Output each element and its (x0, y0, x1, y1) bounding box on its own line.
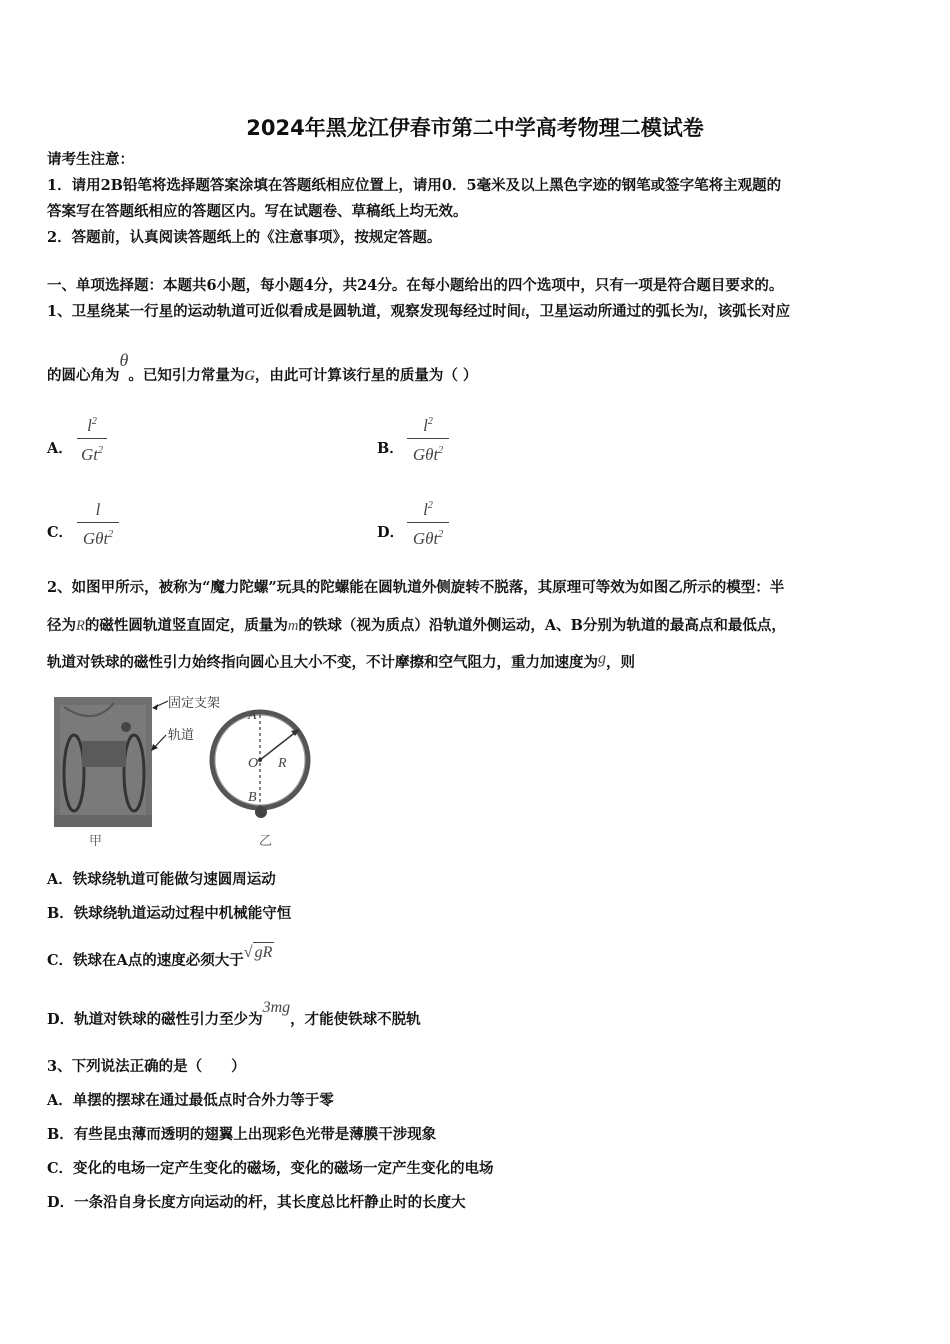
math-R: R (76, 618, 85, 634)
figure-label-jia: 甲 (89, 834, 103, 849)
page-title: 2024年黑龙江伊春市第二中学高考物理二模试卷 (246, 116, 704, 140)
figure-point-o: O (248, 756, 259, 771)
math-g: g (598, 650, 606, 667)
notice-heading: 请考生注意： (47, 151, 134, 168)
iron-ball-icon (254, 804, 268, 818)
q1-option-a-fraction[interactable]: $l^2$ Gt$^2$ (77, 412, 107, 465)
figure-point-a: A (248, 708, 257, 723)
q3-option-b[interactable]: B．有些昆虫薄而透明的翅翼上出现彩色光带是薄膜干涉现象 (47, 1126, 437, 1143)
q1-option-c-label[interactable]: C． (47, 524, 74, 541)
q2-stem-line-2: 径为R的磁性圆轨道竖直固定，质量为m的铁球（视为质点）沿轨道外侧运动，A、B分别为轨道的最高点和最低点， (47, 617, 786, 634)
figure-radius-r: R (278, 756, 287, 771)
q1-stem-line-1: 1、卫星绕某一行星的运动轨道可近似看成是圆轨道，观察发现每经过时间t，卫星运动所通过的弧长为l，该弧长对应 (47, 303, 791, 320)
math-theta: θ (119, 350, 129, 370)
q1-option-c-fraction[interactable]: l Gθt$^2$ (77, 496, 119, 549)
q2-option-d[interactable]: D．轨道对铁球的磁性引力至少为3mg，才能使铁球不脱轨 (47, 999, 421, 1028)
figure-yi-diagram (205, 703, 325, 813)
arrow-track-icon (148, 732, 168, 754)
q2-stem-line-1: 2、如图甲所示，被称为“魔力陀螺”玩具的陀螺能在圆轨道外侧旋转不脱落，其原理可等效为如图乙所示的模型：半 (47, 579, 785, 596)
math-t: t (521, 304, 526, 320)
figure-jia-photo (54, 697, 152, 827)
q2-option-a[interactable]: A．铁球绕轨道可能做匀速圆周运动 (47, 871, 276, 888)
q1-option-b-fraction[interactable]: $l^2$ Gθt$^2$ (407, 412, 449, 465)
figure-point-b: B (248, 790, 257, 805)
math-m: m (287, 618, 299, 634)
q1-option-b-label[interactable]: B． (377, 440, 404, 457)
math-l: l (699, 304, 704, 320)
section-heading: 一、单项选择题：本题共6小题，每小题4分，共24分。在每小题给出的四个选项中，只有一项是符合题目要求的。 (47, 277, 784, 294)
math-3mg: 3mg (262, 999, 291, 1016)
q1-stem-line-2: 的圆心角为θ。已知引力常量为G，由此可计算该行星的质量为（ ） (47, 350, 478, 384)
q2-option-c[interactable]: C．铁球在A点的速度必须大于√ gR (47, 944, 273, 969)
q2-option-b[interactable]: B．铁球绕轨道运动过程中机械能守恒 (47, 905, 292, 922)
notice-item-1-line-2: 答案写在答题纸相应的答题区内。写在试题卷、草稿纸上均无效。 (47, 203, 468, 220)
notice-item-2: 2．答题前，认真阅读答题纸上的《注意事项》，按规定答题。 (47, 229, 442, 246)
figure-label-yi: 乙 (259, 834, 273, 849)
q3-option-c[interactable]: C．变化的电场一定产生变化的磁场，变化的磁场一定产生变化的电场 (47, 1160, 494, 1177)
math-sqrt-gR: √ gR (243, 944, 273, 961)
figure-label-track: 轨道 (168, 728, 195, 743)
math-G: G (244, 368, 255, 384)
notice-item-1-line-1: 1．请用2B铅笔将选择题答案涂填在答题纸相应位置上，请用0．5毫米及以上黑色字迹的钢笔或签字笔将主观题的 (47, 177, 782, 194)
circular-track-diagram (205, 703, 325, 813)
q1-option-a-label[interactable]: A． (47, 440, 73, 457)
q1-option-d-fraction[interactable]: $l^2$ Gθt$^2$ (407, 496, 449, 549)
q2-stem-line-3: 轨道对铁球的磁性引力始终指向圆心且大小不变，不计摩擦和空气阻力，重力加速度为g，则 (47, 650, 635, 671)
magic-top-photo-icon (54, 697, 152, 827)
q1-option-d-label[interactable]: D． (377, 524, 405, 541)
figure-label-support: 固定支架 (168, 696, 221, 711)
q3-option-d[interactable]: D．一条沿自身长度方向运动的杆，其长度总比杆静止时的长度大 (47, 1194, 466, 1211)
q3-stem: 3、下列说法正确的是（ ） (47, 1058, 246, 1075)
arrow-support-icon (150, 698, 170, 718)
q3-option-a[interactable]: A．单摆的摆球在通过最低点时合外力等于零 (47, 1092, 334, 1109)
